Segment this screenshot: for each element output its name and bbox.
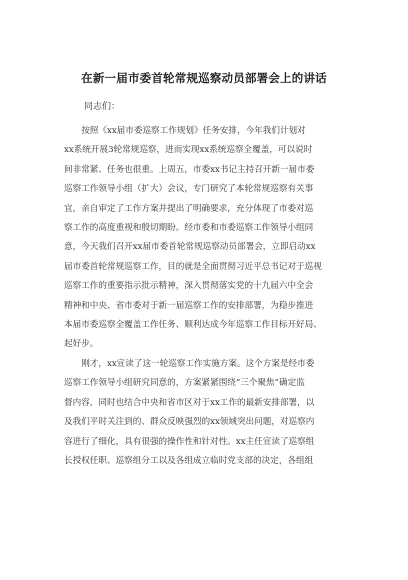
text-line: 届市委首轮常规巡察工作，目的就是全面贯彻习近平总书记对于巡视 xyxy=(64,261,322,272)
text-line: 长授权任职、巡察组分工以及各组成立临时党支部的决定，各组组 xyxy=(64,455,314,466)
text-line: 间非常紧、任务也很重。上周五，市委xx书记主持召开新一届市委 xyxy=(64,164,315,175)
text-line: 巡察工作的重要指示批示精神，深入贯彻落实党的十九届六中全会 xyxy=(64,281,314,292)
document-body xyxy=(64,100,346,471)
text-line: 宜，亲自审定了工作方案并提出了明确要求，充分体现了市委对巡 xyxy=(64,203,314,214)
text-line: 起好步。 xyxy=(64,339,99,350)
paragraph-1 xyxy=(64,122,346,355)
document-title: 在新一届市委首轮常规巡察动员部署会上的讲话 xyxy=(81,71,327,85)
text-line: xx系统开展3轮常规巡察，进而实现xx系统巡察全覆盖，可以说时 xyxy=(64,145,313,156)
text-line: 巡察工作领导小组研究同意的，方案紧紧围绕“三个聚焦”确定监 xyxy=(64,378,305,389)
text-line: 精神和中央、省市委对于新一届巡察工作的安排部署，为稳步推进 xyxy=(64,300,314,311)
text-line: 本届市委巡察全覆盖工作任务、顺利达成今年巡察工作目标开好局、 xyxy=(64,320,322,331)
text-line: 察工作的高度重视和殷切期盼。经市委和市委巡察工作领导小组同 xyxy=(64,223,314,234)
text-line: 巡察工作领导小组（扩大）会议，专门研究了本轮常规巡察有关事 xyxy=(64,184,314,195)
text-line: 及我们平时关注到的、群众反映强烈的xx领域突出问题，对巡察内 xyxy=(64,417,315,428)
paragraph-2 xyxy=(64,355,346,471)
salutation: 同志们： xyxy=(84,102,121,112)
text-line: 督内容，同时也结合中央和省市区对于xx工作的最新安排部署，以 xyxy=(64,397,315,408)
text-line: 刚才，xx宣读了这一轮巡察工作实施方案。这个方案是经市委 xyxy=(64,358,315,369)
text-line: 意，今天我们召开xx届市委首轮常规巡察动员部署会，立即启动xx xyxy=(64,242,316,253)
text-line: 容进行了细化，具有很强的操作性和针对性。xx主任宣读了巡察组 xyxy=(64,436,315,447)
text-line: 按照《xx届市委巡察工作规划》任务安排，今年我们计划对 xyxy=(64,126,306,136)
